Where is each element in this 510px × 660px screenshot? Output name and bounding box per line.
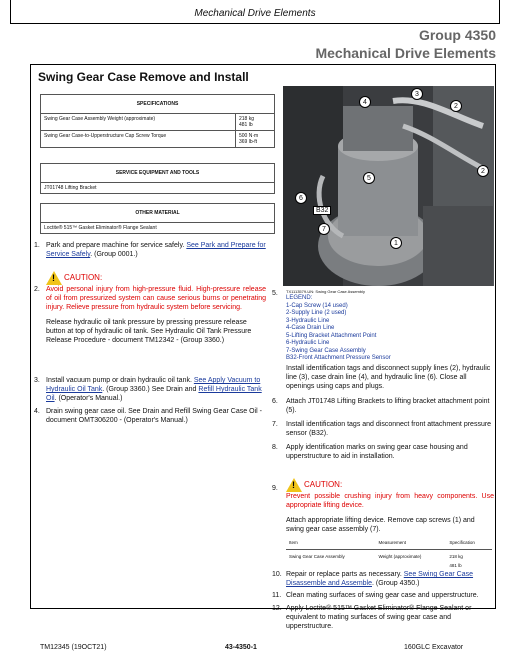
weight-table: Item Measurement Specification Swing Gear Case Assembly Weight (approximate) 218 kg 481 lb (286, 536, 492, 572)
legend-item: 7-Swing Gear Case Assembly (286, 347, 366, 354)
legend-title: LEGEND: (286, 295, 313, 301)
step-8: 8. Apply identification marks on swing gear case housing and upperstructure to aid in installation. (272, 444, 468, 460)
park-prepare-link[interactable]: See Park and Prepare for Service Safely (46, 242, 266, 258)
step-5: 5. TX1113579-UN: Swing Gear Case Assembly LEGEND: 1-Cap Screw (14 used) 2-Supply Line (2 used) 3-Hydraulic Line 4-Case Drain Line 5-Lifting Bracket Attachment Point 6-Hydraulic Line 7-Swing Gear Case Assembly B32-Front Attachment Pressure Sensor Install identification tags and disconnect supply lines (2), hydraulic line (3), case drain line (4), and hydraulic line (6). Close all openings using caps and plugs. (272, 289, 494, 391)
legend-item: 2-Supply Line (2 used) (286, 310, 347, 316)
callout-5: 5 (363, 172, 375, 184)
running-header: Mechanical Drive Elements (194, 8, 316, 19)
callout-6: 6 (295, 192, 307, 204)
vacuum-link[interactable]: See Apply Vacuum to Hydraulic Oil Tank (46, 377, 261, 393)
tools-table (40, 163, 275, 194)
callout-b32: B32 (313, 206, 331, 215)
spec-value: 500 N·m 369 lb-ft (236, 131, 275, 148)
step-2: 2. ! CAUTION: Avoid personal injury from high-pressure fluid. High-pressure release of oil from pressurized system can cause serious burns or penetrating injury. Relieve pressure from hydraulic system before servicing. Release hydraulic oil tank pressure by pressing pressure release button at top of hydraulic oil tank. See Hydraulic Oil Tank Pressure Release Procedure - document TM12342 - (Group 3360.) (34, 271, 266, 345)
section-title: Swing Gear Case Remove and Install (38, 70, 249, 84)
step-12: 12. Apply Loctite® 515™ Gasket Eliminator® Flange Sealant or equivalent to mating surfaces of swing gear case and upperstructure. (272, 605, 472, 630)
footer-page-number: 43-4350-1 (225, 644, 257, 651)
refill-tank-link[interactable]: Refill Hydraulic Tank Oil (46, 386, 262, 402)
step-4: 4. Drain swing gear case oil. See Drain and Refill Swing Gear Case Oil - document OMT306200 - (Operator's Manual.) (34, 408, 262, 424)
callout-7: 7 (318, 223, 330, 235)
footer-doc-id: TM12345 (19OCT21) (40, 644, 107, 651)
other-item: Loctite® 515™ Gasket Eliminator® Flange Sealant (41, 223, 275, 234)
legend-item: 6-Hydraulic Line (286, 340, 330, 346)
specs-heading: SPECIFICATIONS (41, 95, 275, 114)
callout-3: 3 (411, 88, 423, 100)
other-heading: OTHER MATERIAL (41, 204, 275, 223)
group-title: Mechanical Drive Elements (315, 45, 496, 61)
spec-label: Swing Gear Case Assembly Weight (approximate) (41, 114, 236, 131)
step-9: 9. ! CAUTION: Prevent possible crushing injury from heavy components. Use appropriate lifting device. Attach appropriate lifting device. Remove cap screws (1) and swing gear case assembly (7). Item Measurement Specification Swing Gear Case Assembly Weight (approximate) 218 kg 481 lb (272, 478, 494, 572)
group-number: Group 4350 (418, 27, 496, 43)
header-rule (10, 23, 500, 24)
step-11: 11. Clean mating surfaces of swing gear case and upperstructure. (272, 592, 479, 599)
legend-item: 5-Lifting Bracket Attachment Point (286, 332, 377, 339)
swing-gear-case-photo (283, 86, 494, 286)
callout-1: 1 (390, 237, 402, 249)
legend-item: B32-Front Attachment Pressure Sensor (286, 355, 391, 361)
step-10: 10. Repair or replace parts as necessary. See Swing Gear Case Disassemble and Assemble. (Group 4350.) (272, 571, 474, 587)
step-7: 7. Install identification tags and disconnect front attachment pressure sensor (B32). (272, 421, 492, 437)
spec-label: Swing Gear Case-to-Upperstructure Cap Screw Torque (41, 131, 236, 148)
other-material-table (40, 203, 275, 234)
caution-icon (46, 271, 62, 285)
step-6: 6. Attach JT01748 Lifting Brackets to lifting bracket attachment point (5). (272, 398, 490, 414)
swing-gear-case-illustration (283, 86, 494, 286)
tools-heading: SERVICE EQUIPMENT AND TOOLS (41, 164, 275, 183)
spec-value: 218 kg 481 lb (236, 114, 275, 131)
step-1: 1. Park and prepare machine for service safely. See Park and Prepare for Service Safely. (Group 0001.) (34, 242, 266, 258)
photo-caption: TX1113579-UN: Swing Gear Case Assembly (286, 289, 365, 294)
footer-model: 160GLC Excavator (404, 644, 464, 651)
callout-2b: 2 (477, 165, 489, 177)
step-3: 3. Install vacuum pump or drain hydraulic oil tank. See Apply Vacuum to Hydraulic Oil Tank. (Group 3360.) See Drain and Refill Hydraulic Tank Oil. (Operator's Manual.) (34, 377, 262, 402)
specifications-table (40, 94, 275, 148)
callout-2: 2 (450, 100, 462, 112)
legend-item: 1-Cap Screw (14 used) (286, 302, 348, 309)
legend-item: 4-Case Drain Line (286, 325, 335, 331)
legend-item: 3-Hydraulic Line (286, 317, 330, 324)
tools-item: JT01748 Lifting Bracket (41, 183, 275, 194)
callout-4: 4 (359, 96, 371, 108)
caution-icon (286, 478, 302, 492)
disassemble-link[interactable]: See Swing Gear Case Disassemble and Assemble (286, 571, 474, 587)
